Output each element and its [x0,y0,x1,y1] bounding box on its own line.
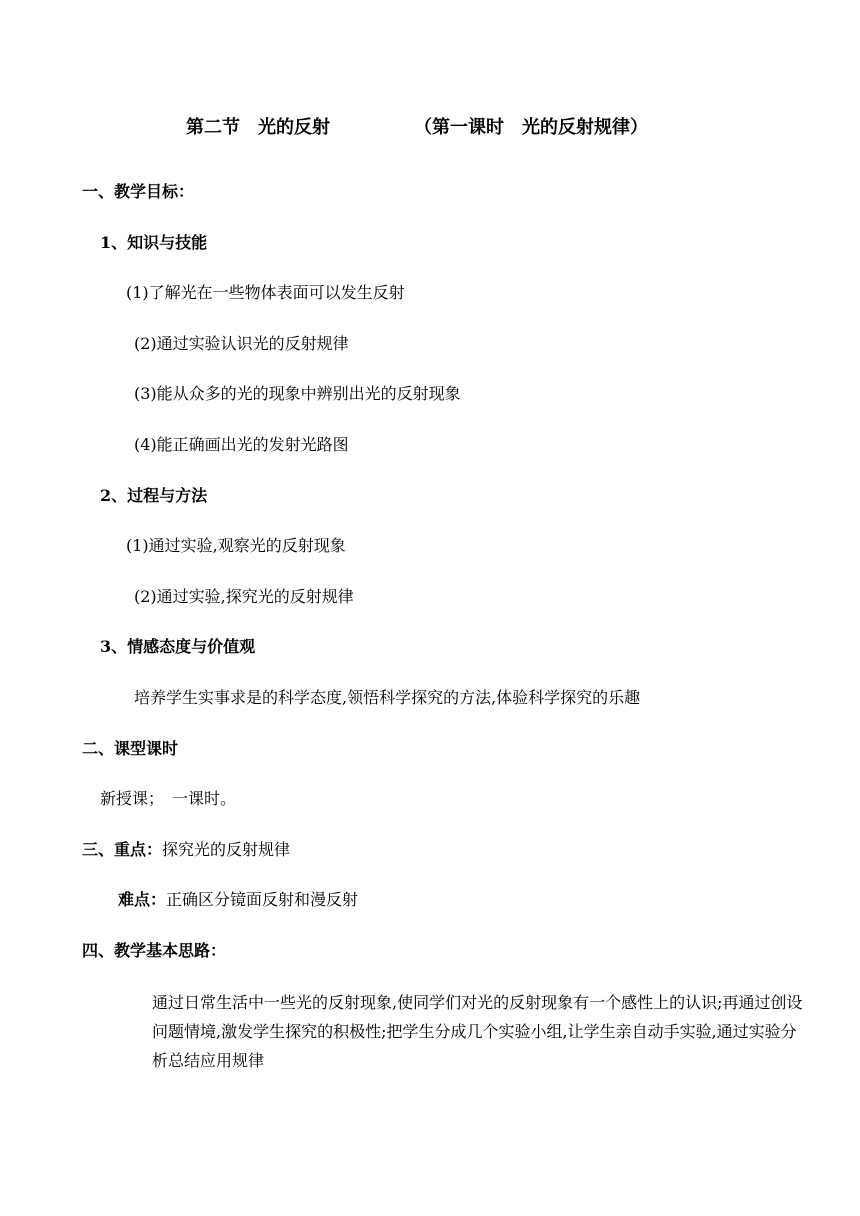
lesson-type-heading: 二、课型课时 [82,739,179,758]
lesson-type-text: 新授课； 一课时。 [100,789,237,808]
knowledge-heading: 1、知识与技能 [100,233,208,252]
process-item: (1)通过实验,观察光的反射现象 [126,536,346,555]
key-heading: 三、重点： [82,840,163,859]
key-text: 探究光的反射规律 [162,840,291,859]
knowledge-item: (3)能从众多的光的现象中辨别出光的反射现象 [134,384,461,403]
knowledge-item: (2)通过实验认识光的反射规律 [134,334,349,353]
goals-heading: 一、教学目标： [82,182,195,201]
knowledge-item: (4)能正确画出光的发射光路图 [134,435,349,454]
emotion-heading: 3、情感态度与价值观 [100,637,256,656]
approach-text: 通过日常生活中一些光的反射现象,使同学们对光的反射现象有一个感性上的认识;再通过创设问题情境,激发学生探究的积极性;把学生分成几个实验小组,让学生亲自动手实验,通过实验分析总结应用规律 [152,993,803,1070]
difficulty-line [118,890,358,910]
key-point-line [82,840,290,860]
difficulty-text: 正确区分镜面反射和漫反射 [166,890,359,909]
process-item: (2)通过实验,探究光的反射规律 [134,587,354,606]
title-lesson: （第一课时 光的反射规律） [414,117,648,138]
difficulty-heading: 难点： [118,890,167,909]
approach-heading: 四、教学基本思路： [82,941,227,960]
emotion-text: 培养学生实事求是的科学态度,领悟科学探究的方法,体验科学探究的乐趣 [134,688,641,707]
process-heading: 2、过程与方法 [100,486,208,505]
title-section: 第二节 光的反射 [186,117,330,138]
knowledge-item: (1)了解光在一些物体表面可以发生反射 [126,283,405,302]
